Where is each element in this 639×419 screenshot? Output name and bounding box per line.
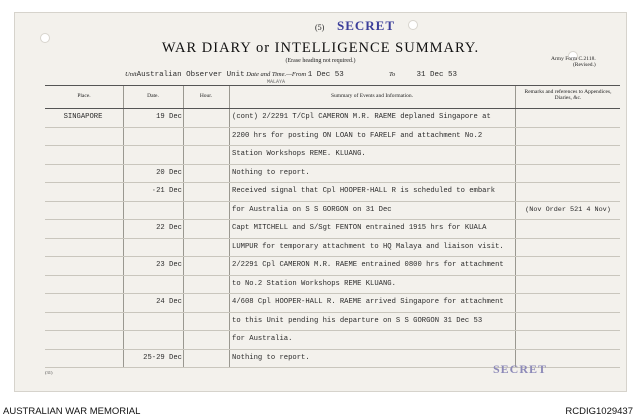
date-from: 1 Dec 53: [307, 71, 344, 79]
table-row: [45, 293, 620, 313]
to-label: To: [389, 71, 396, 78]
cell-date: 19 Dec: [156, 113, 182, 121]
cell-remarks: (Nov Order 521 4 Nov): [525, 205, 611, 214]
table-row: [45, 145, 620, 165]
table-row: [45, 201, 620, 221]
cell-summary: to No.2 Station Workshops REME KLUANG.: [232, 279, 396, 288]
cell-date: 20 Dec: [156, 168, 182, 177]
cell-date: 23 Dec: [156, 261, 182, 269]
form-subtitle: (Erase heading not required.): [285, 58, 356, 64]
cell-summary: for Australia.: [232, 335, 293, 343]
cell-date: 25-29 Dec: [143, 353, 182, 362]
cell-summary: Capt MITCHELL and S/Sgt FENTON entrained 1915 hrs for KUALA: [232, 224, 487, 232]
punch-hole: [408, 20, 418, 30]
cell-summary: 2/2291 Cpl CAMERON M.R. RAEME entrained 0800 hrs for attachment: [232, 261, 504, 269]
table-row: [45, 275, 620, 295]
header-place: Place.: [77, 93, 91, 99]
army-form-number: Army Form C.2118.: [551, 56, 596, 62]
cell-summary: 4/608 Cpl HOOPER-HALL R. RAEME arrived Singapore for attachment: [232, 298, 504, 306]
over-stamp: MALAYA: [267, 79, 286, 85]
header-hour: Hour.: [199, 93, 213, 99]
cell-summary: (cont) 2/2291 T/Cpl CAMERON M.R. RAEME deplaned Singapore at: [232, 113, 491, 121]
army-form-label: [551, 56, 596, 68]
table-header: [45, 86, 620, 109]
table-row: [45, 164, 620, 184]
table-row: [45, 238, 620, 258]
cell-date: ·21 Dec: [151, 187, 182, 195]
cell-summary: to this Unit pending his departure on S S GORGON 31 Dec 53: [232, 316, 483, 325]
table-row: [45, 312, 620, 332]
table-row: [45, 108, 620, 128]
cell-summary: LUMPUR for temporary attachment to HQ Malaya and liaison visit.: [232, 242, 504, 251]
cell-summary: for Australia on S S GORGON on 31 Dec: [232, 205, 392, 214]
unit-name: Australian Observer Unit: [136, 71, 245, 79]
diary-sheet: [14, 12, 627, 392]
cell-summary: Nothing to report.: [232, 168, 310, 177]
army-form-revision: (Revised.): [572, 62, 596, 68]
cell-summary: Received signal that Cpl HOOPER-HALL R is scheduled to embark: [232, 187, 496, 195]
header-date: Date.: [147, 93, 159, 99]
date-to: 31 Dec 53: [416, 71, 458, 79]
cell-summary: 2200 hrs for posting ON LOAN to FARELF and attachment No.2: [232, 131, 483, 140]
credit-left: AUSTRALIAN WAR MEMORIAL: [3, 406, 141, 417]
cell-date: 22 Dec: [156, 224, 182, 232]
form-footer-note: (31): [45, 370, 53, 375]
unit-line: [125, 71, 457, 79]
form-title: WAR DIARY or INTELLIGENCE SUMMARY.: [161, 40, 480, 56]
header-summary: Summary of Events and Information.: [330, 93, 414, 99]
table-row: [45, 182, 620, 202]
date-label: Date and Time.—From: [246, 71, 307, 78]
header-remarks: Remarks and references to Appendices, Diaries, &c.: [524, 89, 612, 101]
cell-date: 24 Dec: [156, 298, 182, 306]
table-row: [45, 219, 620, 239]
cell-summary: Station Workshops REME. KLUANG.: [232, 150, 366, 158]
unit-prefix: Unit: [125, 71, 137, 78]
secret-stamp-top: SECRET: [337, 18, 396, 33]
cell-summary: Nothing to report.: [232, 353, 310, 362]
page-number: (5): [315, 23, 325, 32]
table-row: [45, 256, 620, 276]
credit-right: RCDIG1029437: [565, 406, 633, 417]
secret-stamp-bottom: SECRET: [493, 362, 548, 376]
diary-table: [45, 85, 620, 368]
table-row: [45, 127, 620, 147]
table-row: [45, 330, 620, 350]
cell-place: SINGAPORE: [63, 113, 103, 121]
